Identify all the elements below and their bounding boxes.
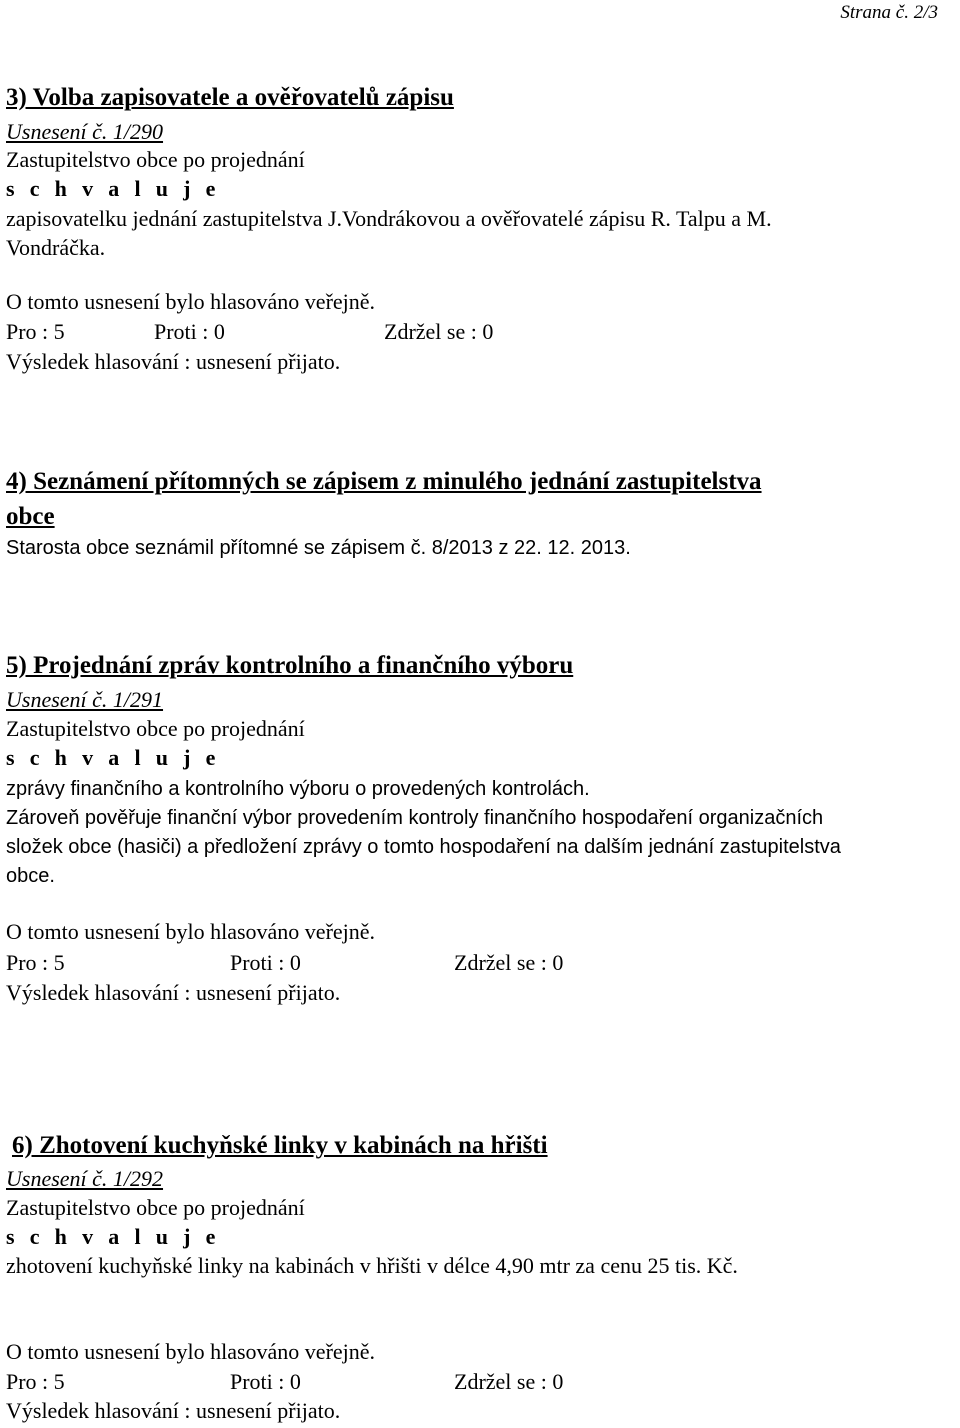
section-3-heading: 3) Volba zapisovatele a ověřovatelů zápisu xyxy=(6,84,454,111)
section-3-council-line: Zastupitelstvo obce po projednání xyxy=(6,147,305,172)
section-5-vote-abstain: Zdržel se : 0 xyxy=(454,950,564,975)
page-number: Strana č. 2/3 xyxy=(840,2,938,23)
section-5-text-line-2: Zároveň pověřuje finanční výbor provedením kontroly finančního hospodaření organizačních xyxy=(6,807,824,829)
section-5-council-line: Zastupitelstvo obce po projednání xyxy=(6,716,305,741)
section-6-council-line: Zastupitelstvo obce po projednání xyxy=(6,1195,305,1220)
section-6-vote-abstain: Zdržel se : 0 xyxy=(454,1369,564,1394)
section-3-vote-abstain: Zdržel se : 0 xyxy=(384,319,494,344)
section-3-text-line-2: Vondráčka. xyxy=(6,235,106,260)
section-6-vote-public: O tomto usnesení bylo hlasováno veřejně. xyxy=(6,1339,376,1364)
section-6-resolution-number: Usnesení č. 1/292 xyxy=(6,1166,164,1191)
section-6-approves: s c h v a l u j e xyxy=(6,1224,221,1249)
section-3-resolution-number: Usnesení č. 1/290 xyxy=(6,119,164,144)
section-6-heading: 6) Zhotovení kuchyňské linky v kabinách na hřišti xyxy=(12,1132,548,1159)
section-3-text-line-1: zapisovatelku jednání zastupitelstva J.Vondrákovou a ověřovatelé zápisu R. Talpu a M. xyxy=(6,206,772,231)
section-3-approves: s c h v a l u j e xyxy=(6,176,221,201)
section-5-vote-against: Proti : 0 xyxy=(230,950,301,975)
section-5-heading: 5) Projednání zpráv kontrolního a finančního výboru xyxy=(6,652,574,679)
section-5-vote-public: O tomto usnesení bylo hlasováno veřejně. xyxy=(6,919,376,944)
section-5-approves: s c h v a l u j e xyxy=(6,745,221,770)
section-4-text: Starosta obce seznámil přítomné se zápisem č. 8/2013 z 22. 12. 2013. xyxy=(6,537,631,559)
section-4-heading-line-2: obce xyxy=(6,503,55,530)
section-6-vote-against: Proti : 0 xyxy=(230,1369,301,1394)
section-5-text-line-3: složek obce (hasiči) a předložení zprávy o tomto hospodaření na dalším jednání zastupitelstva xyxy=(6,836,841,858)
section-5-text-line-1: zprávy finančního a kontrolního výboru o provedených kontrolách. xyxy=(6,778,590,800)
section-5-text-line-4: obce. xyxy=(6,865,55,887)
section-3-vote-for: Pro : 5 xyxy=(6,319,65,344)
section-6-vote-for: Pro : 5 xyxy=(6,1369,65,1394)
section-3-vote-public: O tomto usnesení bylo hlasováno veřejně. xyxy=(6,289,376,314)
section-6-text-line-1: zhotovení kuchyňské linky na kabinách v hřišti v délce 4,90 mtr za cenu 25 tis. Kč. xyxy=(6,1253,738,1278)
section-4-heading-line-1: 4) Seznámení přítomných se zápisem z minulého jednání zastupitelstva xyxy=(6,468,762,495)
section-3-vote-result: Výsledek hlasování : usnesení přijato. xyxy=(6,349,341,374)
section-5-resolution-number: Usnesení č. 1/291 xyxy=(6,687,164,712)
section-6-vote-result: Výsledek hlasování : usnesení přijato. xyxy=(6,1398,341,1423)
section-5-vote-for: Pro : 5 xyxy=(6,950,65,975)
section-3-vote-against: Proti : 0 xyxy=(154,319,225,344)
section-5-vote-result: Výsledek hlasování : usnesení přijato. xyxy=(6,980,341,1005)
